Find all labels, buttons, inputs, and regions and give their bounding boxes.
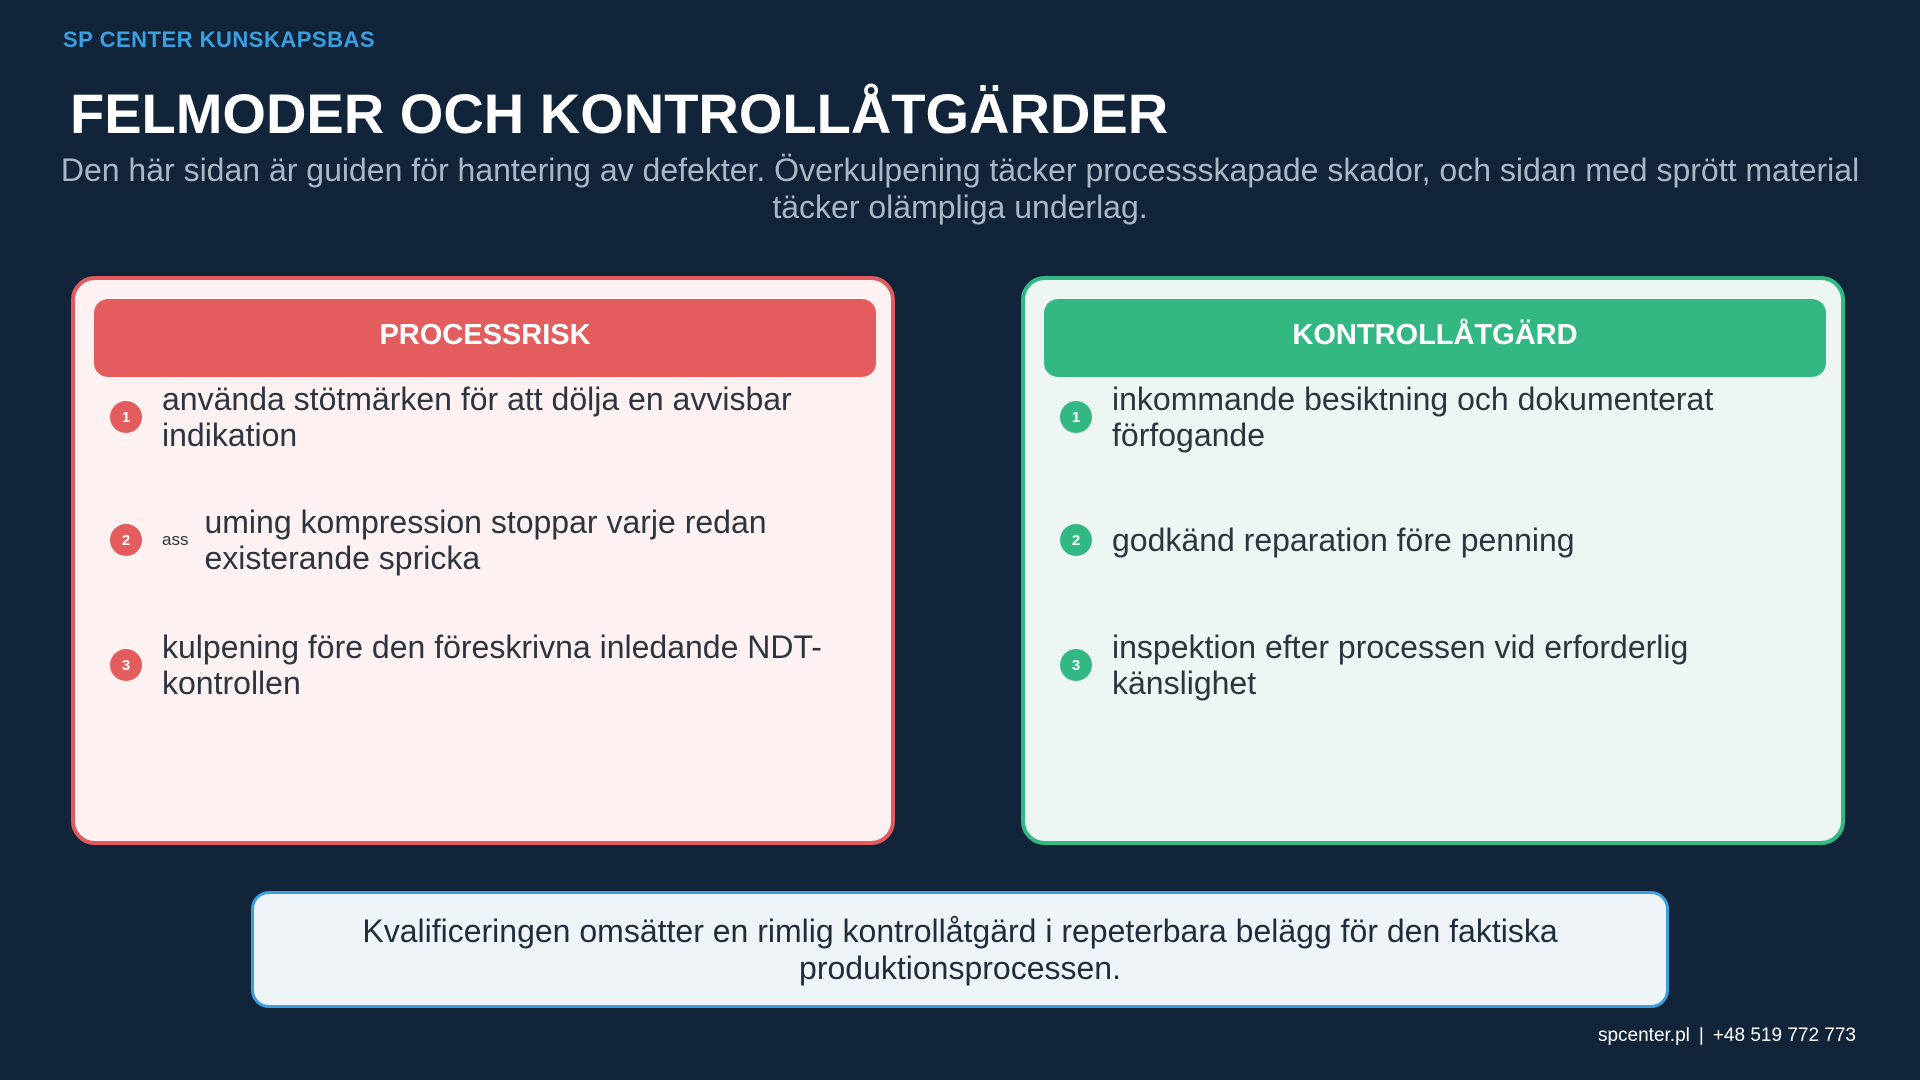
website-link[interactable]: spcenter.pl (1597, 1025, 1690, 1046)
control-item-text: inkommande besiktning och dokumenterat förfogande (1112, 381, 1714, 453)
risk-item (110, 625, 870, 705)
summary-callout (251, 891, 1669, 1008)
number-badge: 3 (110, 649, 142, 681)
risk-item-prefix: ass (162, 530, 189, 549)
control-item (1060, 625, 1820, 705)
risk-item-text: använda stötmärken för att dölja en avvisbar indikation (162, 381, 792, 453)
page-subtitle: Den här sidan är guiden för hantering av defekter. Överkulpening täcker processskapade skador, och sidan med sprött material täcker olämpliga underlag. (60, 152, 1860, 225)
number-badge: 1 (1060, 401, 1092, 433)
page-title: FELMODER OCH KONTROLLÅTGÄRDER (70, 82, 1169, 145)
risk-item (110, 377, 870, 457)
process-risk-heading: PROCESSRISK (94, 299, 876, 377)
risk-item-text: uming kompression stoppar varje redan existerande spricka (204, 504, 767, 576)
risk-item (110, 500, 870, 580)
control-item (1060, 377, 1820, 457)
number-badge: 2 (1060, 524, 1092, 556)
control-measure-panel (1021, 276, 1845, 845)
phone-number[interactable]: +48 519 772 773 (1712, 1025, 1856, 1046)
risk-item-text: kulpening före den föreskrivna inledande NDT-kontrollen (162, 629, 822, 701)
summary-text: Kvalificeringen omsätter en rimlig kontrollåtgärd i repeterbara belägg för den faktiska produktionsprocessen. (362, 912, 1558, 986)
number-badge: 2 (110, 524, 142, 556)
contact-separator: | (1698, 1025, 1704, 1046)
process-risk-panel (71, 276, 895, 845)
contact-info (1598, 1025, 1856, 1047)
control-measure-heading: KONTROLLÅTGÄRD (1044, 299, 1826, 377)
number-badge: 1 (110, 401, 142, 433)
number-badge: 3 (1060, 649, 1092, 681)
control-item-text: inspektion efter processen vid erforderlig känslighet (1112, 629, 1689, 701)
control-item-text: godkänd reparation före penning (1112, 522, 1575, 558)
control-item (1060, 500, 1820, 580)
brand-label: SP CENTER KUNSKAPSBAS (63, 27, 376, 52)
